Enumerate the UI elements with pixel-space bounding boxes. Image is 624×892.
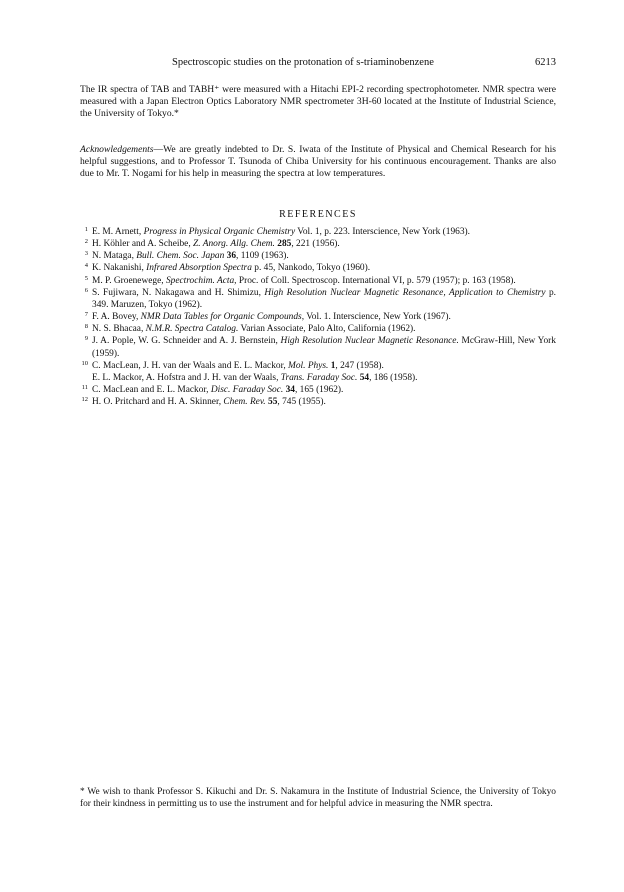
reference-item: 9 J. A. Pople, W. G. Schneider and A. J. Bernstein, High Resolution Nuclear Magnetic Resonance. McGraw-Hill, New York (1959).: [84, 335, 556, 359]
reference-item: 2 H. Köhler and A. Scheibe, Z. Anorg. Allg. Chem. 285, 221 (1956).: [84, 238, 340, 250]
reference-item: 11 C. MacLean and E. L. Mackor, Disc. Faraday Soc. 34, 165 (1962).: [81, 384, 344, 396]
references-list: [80, 226, 556, 408]
acknowledgements-text: —We are greatly indebted to Dr. S. Iwata of the Institute of Physical and Chemical Research for his helpful suggestions, and to Professor T. Tsunoda of Chiba University for his continuous encouragement. Thanks are also due to Mr. T. Nogami for his help in measuring the spectra at low temperatures.: [80, 144, 556, 180]
reference-item: 7 F. A. Bovey, NMR Data Tables for Organic Compounds, Vol. 1. Interscience, New York (1967).: [84, 311, 451, 323]
reference-item: 3 N. Mataga, Bull. Chem. Soc. Japan 36, 1109 (1963).: [84, 250, 289, 262]
running-title: Spectroscopic studies on the protonation of s-triaminobenzene: [172, 57, 434, 68]
methods-paragraph: The IR spectra of TAB and TABH⁺ were measured with a Hitachi EPI-2 recording spectrophotometer. NMR spectra were measured with a Japan Electron Optics Laboratory NMR spectrometer 3H-60 located at the Institute of Industrial Science, the University of Tokyo.*: [80, 84, 556, 120]
reference-item: 6 S. Fujiwara, N. Nakagawa and H. Shimizu, High Resolution Nuclear Magnetic Resonance, Application to Chemistry p. 349. Maruzen, Tokyo (1962).: [84, 286, 556, 310]
acknowledgements-label: Acknowledgements: [80, 144, 154, 155]
page-number: 6213: [535, 57, 556, 68]
reference-continuation: E. L. Mackor, A. Hofstra and J. H. van der Waals, Trans. Faraday Soc. 54, 186 (1958).: [92, 372, 418, 383]
reference-item: 10 C. MacLean, J. H. van der Waals and E. L. Mackor, Mol. Phys. 1, 247 (1958). E. L. Mackor, A. Hofstra and J. H. van der Waals, Trans. Faraday Soc. 54, 186 (1958).: [80, 360, 556, 384]
references-heading: REFERENCES: [279, 209, 357, 220]
reference-item: 5 M. P. Groenewege, Spectrochim. Acta, Proc. of Coll. Spectroscop. International VI, p. 579 (1957); p. 163 (1958).: [84, 274, 516, 286]
reference-item: 12 H. O. Pritchard and H. A. Skinner, Chem. Rev. 55, 745 (1955).: [81, 396, 326, 408]
reference-item: 1 E. M. Arnett, Progress in Physical Organic Chemistry Vol. 1, p. 223. Interscience, New York (1963).: [84, 226, 470, 237]
acknowledgements-paragraph: [80, 144, 556, 181]
footnote: * We wish to thank Professor S. Kikuchi and Dr. S. Nakamura in the Institute of Industrial Science, the University of Tokyo for their kindness in permitting us to use the instrument and for helpful advice in measuring the NMR spectra.: [80, 787, 556, 810]
reference-item: 8 N. S. Bhacaa, N.M.R. Spectra Catalog. Varian Associate, Palo Alto, California (1962).: [84, 323, 416, 335]
reference-item: 4 K. Nakanishi, Infrared Absorption Spectra p. 45, Nankodo, Tokyo (1960).: [84, 262, 371, 274]
